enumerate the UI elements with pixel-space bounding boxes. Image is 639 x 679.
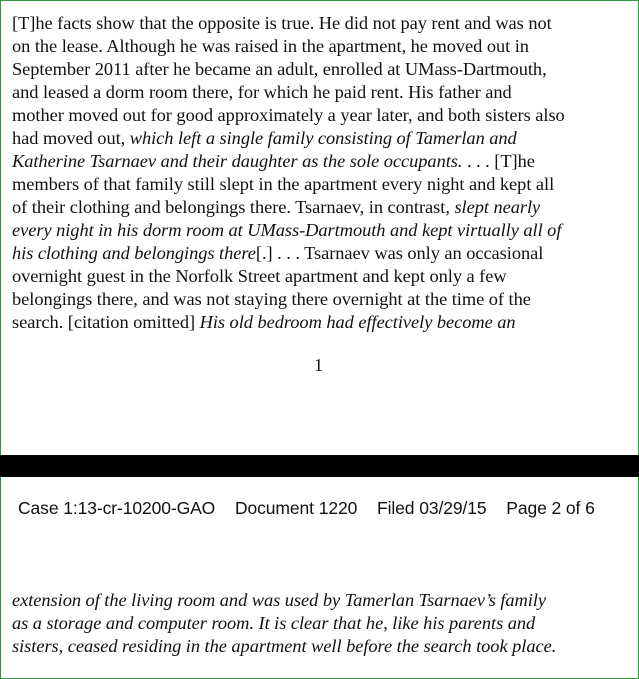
text-line: his clothing and belongings there[.] . . . Tsarnaev was only an occasional	[12, 243, 544, 263]
page-number: 1	[314, 355, 323, 375]
text-line: Katherine Tsarnaev and their daughter as the sole occupants. . . . [T]he	[12, 151, 535, 171]
text-line: members of that family still slept in the apartment every night and kept all	[12, 174, 555, 194]
text-line: belongings there, and was not staying there overnight at the time of the	[12, 289, 531, 309]
text-line: search. [citation omitted] His old bedroom had effectively become an	[12, 312, 516, 332]
filed-date: Filed 03/29/15	[377, 498, 487, 518]
text-line: and leased a dorm room there, for which he paid rent. His father and	[12, 82, 512, 102]
text-line: extension of the living room and was used by Tamerlan Tsarnaev’s family	[12, 590, 547, 610]
text-line: September 2011 after he became an adult, enrolled at UMass-Dartmouth,	[12, 59, 547, 79]
case-number: Case 1:13-cr-10200-GAO	[18, 498, 216, 518]
text-line: had moved out, which left a single family consisting of Tamerlan and	[12, 128, 517, 148]
text-line: on the lease. Although he was raised in the apartment, he moved out in	[12, 36, 529, 56]
page-separator-bar	[0, 455, 639, 477]
text-line: overnight guest in the Norfolk Street apartment and kept only a few	[12, 266, 507, 286]
document-number: Document 1220	[234, 498, 358, 518]
text-line: every night in his dorm room at UMass-Dartmouth and kept virtually all of	[12, 220, 562, 240]
text-line: [T]he facts show that the opposite is true. He did not pay rent and was not	[12, 13, 552, 33]
text-line: as a storage and computer room. It is clear that he, like his parents and	[12, 613, 536, 633]
text-line: sisters, ceased residing in the apartment well before the search took place.	[12, 636, 557, 656]
page-indicator: Page 2 of 6	[506, 498, 595, 518]
text-line: mother moved out for good approximately a year later, and both sisters also	[12, 105, 565, 125]
document-header	[18, 497, 595, 519]
text-line: of their clothing and belongings there. Tsarnaev, in contrast, slept nearly	[12, 197, 541, 217]
